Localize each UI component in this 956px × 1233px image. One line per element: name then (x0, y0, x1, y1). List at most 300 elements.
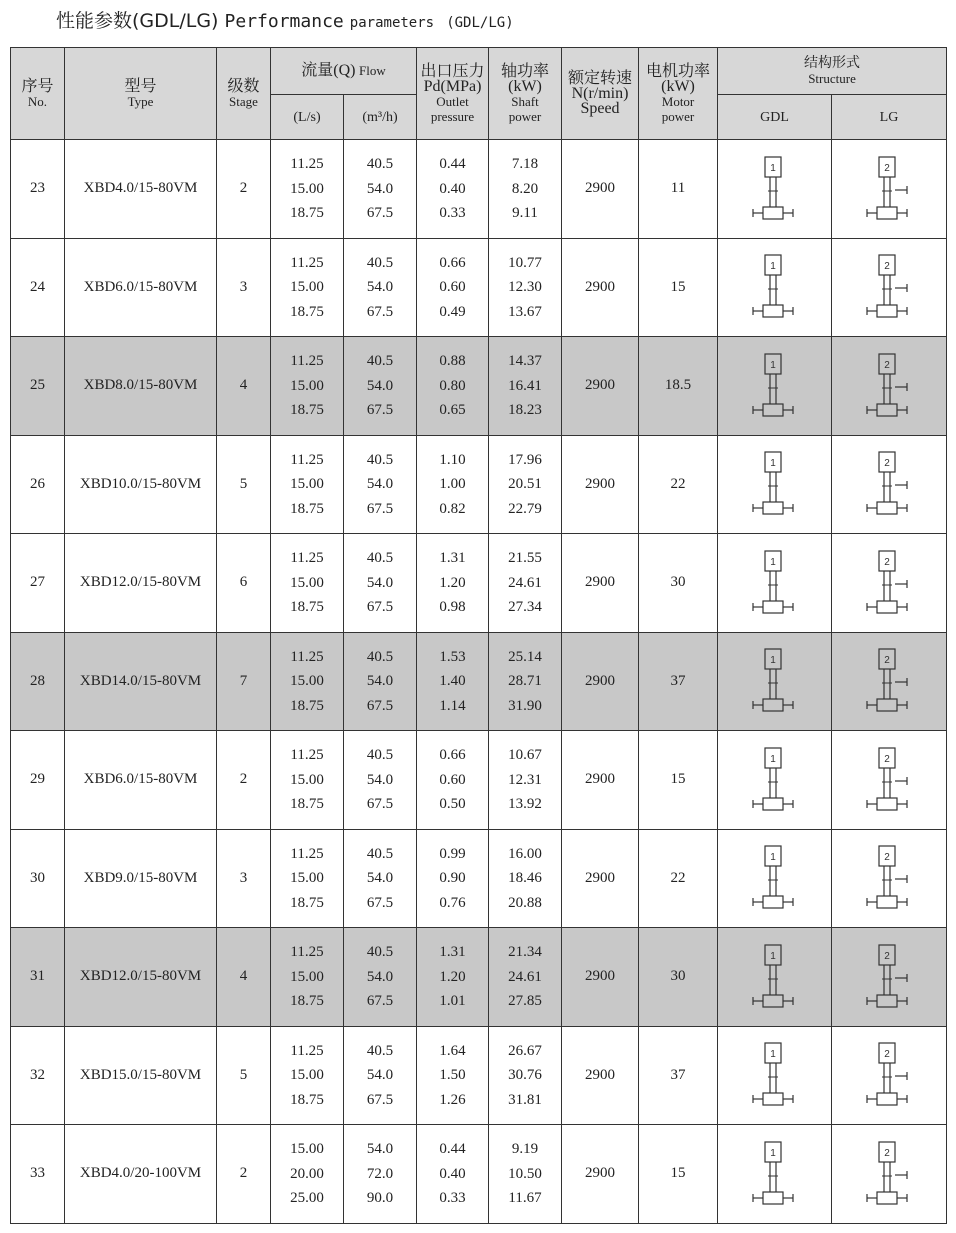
cell-pressure (417, 928, 489, 1027)
cell-shaft-power-value: 8.20 (511, 180, 539, 197)
header-gdl: GDL (718, 95, 832, 140)
cell-flow-ls-value: 11.25 (290, 648, 324, 665)
cell-pressure-value: 1.53 (439, 648, 466, 665)
cell-flow-ls-value: 18.75 (290, 796, 324, 812)
cell-flow-ls (271, 435, 344, 534)
header-type: 型号 Type (65, 48, 217, 140)
cell-shaft-power-value: 12.31 (508, 771, 542, 788)
cell-no: 33 (11, 1125, 65, 1224)
lg-pump-diagram-icon (865, 844, 913, 912)
cell-type: XBD6.0/15-80VM (65, 731, 217, 830)
cell-shaft-power-value: 16.41 (508, 377, 542, 394)
cell-flow-m3h-value: 54.0 (366, 476, 394, 492)
cell-flow-ls-value: 11.25 (290, 550, 324, 566)
cell-structure-gdl (718, 829, 832, 928)
lg-pump-diagram-icon (865, 1140, 913, 1208)
cell-structure-lg (832, 731, 947, 830)
cell-motor: 30 (639, 534, 718, 633)
cell-flow-m3h (344, 435, 417, 534)
cell-pressure-value: 0.33 (439, 1190, 466, 1206)
structure-number: 2 (884, 162, 890, 174)
cell-flow-ls-value: 25.00 (290, 1190, 324, 1206)
cell-flow-ls-value: 11.25 (290, 353, 324, 369)
gdl-pump-diagram-icon (751, 1041, 799, 1109)
cell-pressure-value: 1.14 (439, 697, 466, 714)
performance-table (10, 47, 947, 1224)
cell-motor: 15 (639, 1125, 718, 1224)
header-motor-power: 电机功率 (kW) Motor power (639, 48, 718, 140)
cell-shaft-power-value: 10.50 (508, 1165, 542, 1182)
cell-flow-ls-value: 15.00 (290, 180, 324, 197)
header-structure: 结构形式 Structure (718, 48, 947, 95)
title-cn: 性能参数(GDL/LG) (56, 10, 219, 32)
gdl-pump-diagram-icon (751, 647, 799, 715)
cell-shaft-power-value: 25.14 (508, 648, 542, 665)
cell-flow-ls-value: 11.25 (290, 747, 324, 763)
structure-number: 2 (884, 753, 890, 765)
lg-pump-diagram-icon (865, 647, 913, 715)
cell-motor: 37 (639, 632, 718, 731)
cell-structure-gdl (718, 632, 832, 731)
cell-flow-ls (271, 337, 344, 436)
cell-flow-m3h-value: 67.5 (366, 303, 394, 320)
cell-type: XBD12.0/15-80VM (65, 534, 217, 633)
cell-shaft-power (489, 140, 562, 239)
cell-no: 30 (11, 829, 65, 928)
cell-flow-m3h-value: 67.5 (366, 500, 394, 517)
cell-pressure-value: 1.50 (439, 1067, 466, 1083)
cell-shaft-power-value: 10.77 (508, 254, 542, 271)
lg-pump-diagram-icon (865, 943, 913, 1011)
cell-shaft-power-value: 13.92 (508, 796, 542, 812)
cell-pressure-value: 0.60 (439, 279, 466, 295)
table-row (11, 1125, 947, 1224)
cell-flow-m3h-value: 40.5 (366, 944, 394, 960)
page-title (56, 6, 514, 33)
cell-pressure-value: 1.01 (439, 993, 466, 1009)
cell-flow-ls-value: 11.25 (290, 254, 324, 271)
cell-speed: 2900 (562, 534, 639, 633)
cell-flow-m3h-value: 90.0 (366, 1190, 394, 1206)
cell-no: 24 (11, 238, 65, 337)
gdl-pump-diagram-icon (751, 746, 799, 814)
cell-flow-m3h-value: 54.0 (366, 279, 394, 295)
cell-shaft-power-value: 20.51 (508, 476, 542, 492)
cell-pressure (417, 632, 489, 731)
cell-flow-ls (271, 140, 344, 239)
cell-stage: 3 (217, 829, 271, 928)
cell-stage: 2 (217, 731, 271, 830)
cell-structure-lg (832, 928, 947, 1027)
lg-pump-diagram-icon (865, 1041, 913, 1109)
cell-speed: 2900 (562, 238, 639, 337)
structure-number: 1 (769, 655, 776, 667)
table-row (11, 928, 947, 1027)
cell-shaft-power-value: 27.85 (508, 993, 542, 1009)
cell-flow-ls-value: 18.75 (290, 1091, 324, 1108)
cell-no: 26 (11, 435, 65, 534)
cell-shaft-power (489, 337, 562, 436)
cell-structure-lg (832, 534, 947, 633)
cell-shaft-power (489, 731, 562, 830)
cell-flow-m3h (344, 928, 417, 1027)
cell-stage: 2 (217, 1125, 271, 1224)
cell-structure-gdl (718, 238, 832, 337)
gdl-pump-diagram-icon (751, 450, 799, 518)
cell-shaft-power-value: 31.90 (508, 697, 542, 714)
header-flow-m3h: (m³/h) (344, 95, 417, 140)
cell-motor: 15 (639, 238, 718, 337)
table-row (11, 435, 947, 534)
lg-pump-diagram-icon (865, 352, 913, 420)
cell-no: 32 (11, 1026, 65, 1125)
cell-structure-gdl (718, 337, 832, 436)
cell-motor: 37 (639, 1026, 718, 1125)
cell-flow-ls-value: 15.00 (290, 574, 324, 591)
cell-flow-m3h (344, 534, 417, 633)
cell-shaft-power-value: 30.76 (508, 1067, 542, 1083)
cell-flow-ls-value: 18.75 (290, 993, 324, 1009)
cell-speed: 2900 (562, 928, 639, 1027)
cell-shaft-power-value: 17.96 (508, 451, 542, 468)
structure-number: 1 (769, 1049, 776, 1061)
cell-flow-m3h (344, 140, 417, 239)
cell-shaft-power-value: 9.19 (511, 1141, 539, 1157)
table-row (11, 1026, 947, 1125)
cell-structure-lg (832, 1026, 947, 1125)
cell-pressure-value: 1.26 (439, 1091, 466, 1108)
cell-speed: 2900 (562, 337, 639, 436)
cell-motor: 11 (639, 140, 718, 239)
cell-shaft-power-value: 12.30 (508, 279, 542, 295)
structure-number: 1 (769, 458, 776, 470)
cell-speed: 2900 (562, 632, 639, 731)
cell-pressure-value: 0.65 (439, 402, 466, 418)
cell-flow-ls-value: 18.75 (290, 697, 324, 714)
cell-no: 29 (11, 731, 65, 830)
gdl-pump-diagram-icon (751, 549, 799, 617)
lg-pump-diagram-icon (865, 253, 913, 321)
structure-number: 2 (884, 655, 890, 667)
table-row (11, 337, 947, 436)
cell-flow-ls-value: 11.25 (290, 944, 324, 960)
gdl-pump-diagram-icon (751, 352, 799, 420)
header-flow: 流量(Q) Flow (271, 48, 417, 95)
structure-number: 2 (884, 261, 890, 273)
cell-flow-ls-value: 18.75 (290, 894, 324, 911)
cell-pressure-value: 0.44 (439, 156, 466, 172)
cell-pressure-value: 0.66 (439, 747, 466, 763)
cell-flow-ls-value: 18.75 (290, 402, 324, 418)
cell-type: XBD6.0/15-80VM (65, 238, 217, 337)
header-no: 序号 No. (11, 48, 65, 140)
cell-no: 28 (11, 632, 65, 731)
cell-flow-ls (271, 829, 344, 928)
cell-flow-ls-value: 18.75 (290, 500, 324, 517)
cell-flow-ls-value: 11.25 (290, 156, 324, 172)
cell-structure-gdl (718, 731, 832, 830)
cell-shaft-power-value: 13.67 (508, 303, 542, 320)
cell-flow-m3h-value: 67.5 (366, 402, 394, 418)
cell-stage: 5 (217, 1026, 271, 1125)
structure-number: 1 (769, 950, 776, 962)
cell-flow-ls-value: 15.00 (290, 279, 324, 295)
cell-flow-m3h (344, 1026, 417, 1125)
cell-motor: 15 (639, 731, 718, 830)
cell-pressure-value: 0.40 (439, 1165, 466, 1182)
cell-shaft-power-value: 20.88 (508, 894, 542, 911)
structure-number: 1 (769, 1147, 776, 1159)
structure-number: 1 (769, 162, 776, 174)
cell-shaft-power-value: 7.18 (511, 156, 539, 172)
structure-number: 2 (884, 359, 890, 371)
cell-stage: 4 (217, 337, 271, 436)
cell-flow-m3h-value: 54.0 (366, 968, 394, 985)
cell-pressure-value: 0.44 (439, 1141, 466, 1157)
cell-structure-gdl (718, 1125, 832, 1224)
cell-shaft-power-value: 9.11 (512, 205, 538, 221)
cell-stage: 2 (217, 140, 271, 239)
cell-speed: 2900 (562, 140, 639, 239)
cell-flow-ls (271, 928, 344, 1027)
cell-type: XBD4.0/15-80VM (65, 140, 217, 239)
cell-no: 27 (11, 534, 65, 633)
cell-pressure-value: 0.90 (439, 870, 466, 886)
cell-flow-ls-value: 18.75 (290, 205, 324, 221)
cell-pressure (417, 829, 489, 928)
cell-pressure (417, 140, 489, 239)
cell-flow-m3h (344, 238, 417, 337)
cell-type: XBD12.0/15-80VM (65, 928, 217, 1027)
lg-pump-diagram-icon (865, 155, 913, 223)
cell-flow-ls (271, 534, 344, 633)
cell-flow-m3h-value: 67.5 (366, 599, 394, 615)
cell-structure-gdl (718, 1026, 832, 1125)
cell-speed: 2900 (562, 435, 639, 534)
cell-shaft-power-value: 31.81 (508, 1091, 542, 1108)
cell-type: XBD14.0/15-80VM (65, 632, 217, 731)
cell-flow-ls-value: 15.00 (290, 771, 324, 788)
cell-flow-m3h (344, 632, 417, 731)
cell-stage: 7 (217, 632, 271, 731)
cell-flow-m3h-value: 54.0 (366, 1141, 394, 1157)
header-stage: 级数 Stage (217, 48, 271, 140)
cell-flow-m3h-value: 40.5 (366, 156, 394, 172)
gdl-pump-diagram-icon (751, 943, 799, 1011)
cell-flow-m3h-value: 40.5 (366, 451, 394, 468)
lg-pump-diagram-icon (865, 746, 913, 814)
cell-structure-lg (832, 632, 947, 731)
cell-pressure-value: 0.99 (439, 845, 466, 862)
cell-shaft-power-value: 11.67 (508, 1190, 542, 1206)
cell-structure-gdl (718, 534, 832, 633)
cell-pressure-value: 0.76 (439, 894, 466, 911)
cell-flow-m3h-value: 54.0 (366, 1067, 394, 1083)
cell-shaft-power-value: 22.79 (508, 500, 542, 517)
header-shaft-power: 轴功率 (kW) Shaft power (489, 48, 562, 140)
cell-flow-m3h-value: 72.0 (366, 1165, 394, 1182)
cell-flow-m3h-value: 40.5 (366, 353, 394, 369)
cell-shaft-power-value: 10.67 (508, 747, 542, 763)
cell-pressure (417, 435, 489, 534)
lg-pump-diagram-icon (865, 549, 913, 617)
cell-shaft-power-value: 21.34 (508, 944, 542, 960)
cell-shaft-power-value: 14.37 (508, 353, 542, 369)
structure-number: 2 (884, 1147, 890, 1159)
cell-shaft-power-value: 16.00 (508, 845, 542, 862)
structure-number: 2 (884, 556, 890, 568)
cell-stage: 4 (217, 928, 271, 1027)
cell-stage: 6 (217, 534, 271, 633)
cell-flow-ls-value: 11.25 (290, 451, 324, 468)
cell-motor: 22 (639, 829, 718, 928)
cell-motor: 22 (639, 435, 718, 534)
cell-shaft-power-value: 21.55 (508, 550, 542, 566)
cell-flow-m3h-value: 40.5 (366, 747, 394, 763)
structure-number: 2 (884, 950, 890, 962)
cell-structure-gdl (718, 140, 832, 239)
cell-structure-lg (832, 238, 947, 337)
cell-flow-m3h-value: 54.0 (366, 673, 394, 689)
cell-pressure (417, 1026, 489, 1125)
cell-stage: 5 (217, 435, 271, 534)
header-speed: 额定转速 N(r/min) Speed (562, 48, 639, 140)
cell-shaft-power (489, 632, 562, 731)
cell-flow-ls-value: 15.00 (290, 870, 324, 886)
gdl-pump-diagram-icon (751, 1140, 799, 1208)
cell-pressure-value: 1.31 (439, 550, 466, 566)
cell-flow-ls-value: 20.00 (290, 1165, 324, 1182)
cell-pressure-value: 1.20 (439, 968, 466, 985)
table-row (11, 829, 947, 928)
cell-speed: 2900 (562, 1026, 639, 1125)
cell-flow-m3h-value: 40.5 (366, 254, 394, 271)
structure-number: 1 (769, 852, 776, 864)
cell-flow-m3h-value: 67.5 (366, 697, 394, 714)
cell-type: XBD15.0/15-80VM (65, 1026, 217, 1125)
table-row (11, 238, 947, 337)
cell-flow-m3h-value: 54.0 (366, 180, 394, 197)
table-row (11, 731, 947, 830)
table-row (11, 632, 947, 731)
cell-pressure-value: 0.98 (439, 599, 466, 615)
cell-pressure (417, 731, 489, 830)
cell-shaft-power (489, 1026, 562, 1125)
cell-flow-m3h (344, 829, 417, 928)
cell-flow-m3h-value: 40.5 (366, 648, 394, 665)
cell-pressure-value: 0.66 (439, 254, 466, 271)
cell-stage: 3 (217, 238, 271, 337)
table-row (11, 140, 947, 239)
cell-type: XBD4.0/20-100VM (65, 1125, 217, 1224)
cell-shaft-power (489, 1125, 562, 1224)
cell-structure-lg (832, 337, 947, 436)
cell-pressure-value: 0.33 (439, 205, 466, 221)
header-pressure: 出口压力 Pd(MPa) Outlet pressure (417, 48, 489, 140)
gdl-pump-diagram-icon (751, 253, 799, 321)
cell-structure-lg (832, 829, 947, 928)
cell-shaft-power-value: 26.67 (508, 1042, 542, 1059)
cell-flow-m3h-value: 40.5 (366, 550, 394, 566)
header-flow-ls: (L/s) (271, 95, 344, 140)
cell-structure-lg (832, 435, 947, 534)
cell-flow-m3h-value: 67.5 (366, 796, 394, 812)
cell-flow-m3h-value: 54.0 (366, 771, 394, 788)
cell-flow-m3h-value: 54.0 (366, 574, 394, 591)
title-suffix: (GDL/LG) (446, 15, 514, 31)
cell-flow-m3h-value: 67.5 (366, 205, 394, 221)
cell-speed: 2900 (562, 829, 639, 928)
cell-shaft-power (489, 928, 562, 1027)
table-row (11, 534, 947, 633)
cell-pressure-value: 1.64 (439, 1042, 466, 1059)
cell-no: 25 (11, 337, 65, 436)
cell-structure-lg (832, 140, 947, 239)
cell-shaft-power-value: 24.61 (508, 574, 542, 591)
gdl-pump-diagram-icon (751, 844, 799, 912)
cell-speed: 2900 (562, 1125, 639, 1224)
cell-pressure-value: 1.00 (439, 476, 466, 492)
title-en-parameters: parameters (349, 15, 435, 31)
cell-pressure (417, 337, 489, 436)
cell-speed: 2900 (562, 731, 639, 830)
cell-flow-ls-value: 18.75 (290, 303, 324, 320)
cell-pressure-value: 1.20 (439, 574, 466, 591)
structure-number: 2 (884, 458, 890, 470)
cell-flow-ls (271, 1026, 344, 1125)
cell-pressure-value: 1.40 (439, 673, 466, 689)
cell-flow-ls-value: 15.00 (290, 673, 324, 689)
cell-pressure-value: 0.49 (439, 303, 466, 320)
cell-flow-m3h (344, 1125, 417, 1224)
cell-flow-ls (271, 1125, 344, 1224)
cell-flow-m3h (344, 731, 417, 830)
cell-flow-ls-value: 15.00 (290, 968, 324, 985)
cell-flow-m3h-value: 67.5 (366, 1091, 394, 1108)
cell-pressure-value: 1.10 (439, 451, 466, 468)
cell-pressure-value: 0.88 (439, 353, 466, 369)
cell-pressure-value: 0.80 (439, 377, 466, 394)
cell-shaft-power-value: 18.46 (508, 870, 542, 886)
cell-structure-gdl (718, 435, 832, 534)
cell-flow-m3h-value: 40.5 (366, 845, 394, 862)
cell-motor: 30 (639, 928, 718, 1027)
cell-flow-m3h-value: 40.5 (366, 1042, 394, 1059)
cell-flow-ls-value: 15.00 (290, 1067, 324, 1083)
cell-motor: 18.5 (639, 337, 718, 436)
cell-flow-ls (271, 238, 344, 337)
cell-flow-ls-value: 11.25 (290, 1042, 324, 1059)
cell-flow-ls-value: 15.00 (290, 1141, 324, 1157)
cell-shaft-power (489, 435, 562, 534)
cell-shaft-power (489, 534, 562, 633)
cell-pressure-value: 0.60 (439, 771, 466, 788)
cell-flow-ls-value: 11.25 (290, 845, 324, 862)
structure-number: 1 (769, 753, 776, 765)
cell-flow-ls (271, 632, 344, 731)
cell-pressure-value: 0.40 (439, 180, 466, 197)
cell-flow-m3h-value: 54.0 (366, 377, 394, 394)
cell-shaft-power-value: 18.23 (508, 402, 542, 418)
cell-type: XBD10.0/15-80VM (65, 435, 217, 534)
cell-pressure-value: 1.31 (439, 944, 466, 960)
cell-flow-m3h-value: 67.5 (366, 993, 394, 1009)
structure-number: 2 (884, 1049, 890, 1061)
cell-no: 23 (11, 140, 65, 239)
cell-structure-lg (832, 1125, 947, 1224)
cell-type: XBD8.0/15-80VM (65, 337, 217, 436)
cell-flow-ls-value: 18.75 (290, 599, 324, 615)
